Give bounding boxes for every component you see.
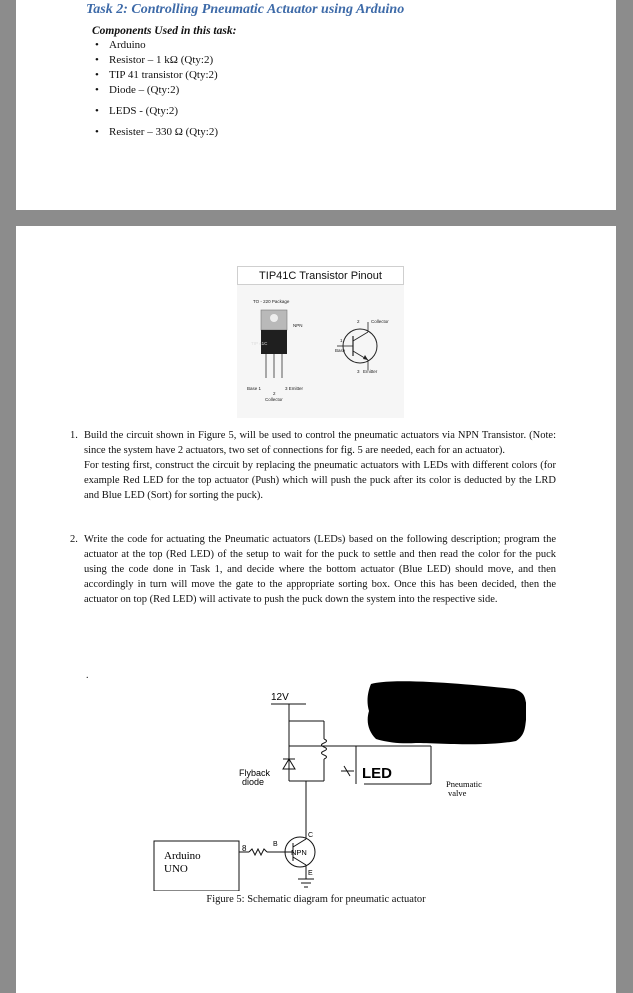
instruction-paragraph: For testing first, construct the circuit by replacing the pneumatic actuators with LEDs with different colors (for example Red LED for the top actuator (Push) which will push the puck after its color is deducted by the LRD and Blue LED (Sort) for sorting the puck). [84, 460, 556, 501]
base-1-label: Base 1 [247, 386, 262, 391]
instruction-1 [70, 428, 556, 503]
chip-marking: TIP 41C [251, 341, 268, 346]
pin3-number: 3 [357, 369, 360, 374]
stray-mark: . [86, 670, 89, 681]
flyback-label-1: Flyback [239, 768, 271, 778]
collector-pin-label: C [308, 832, 314, 839]
instruction-paragraph: Build the circuit shown in Figure 5, will be used to control the pneumatic actuators via NPN Transistor. (Note: since the system have 2 actuators, two set of connections for fig. 5 are needed, each for an actuator). [84, 430, 556, 456]
npn-label: NPN [293, 323, 303, 328]
component-item: • Resistor – 1 kΩ (Qty:2) [109, 54, 213, 66]
component-item: • Arduino [109, 39, 146, 51]
component-item: • Resister – 330 Ω (Qty:2) [109, 126, 218, 138]
component-item: • Diode – (Qty:2) [109, 84, 179, 96]
document-page-2 [16, 226, 616, 993]
npn-symbol-label: NPN [291, 848, 307, 857]
component-item: • LEDS - (Qty:2) [109, 105, 178, 117]
emitter-pin-label: E [308, 870, 313, 877]
task-title: Task 2: Controlling Pneumatic Actuator using Arduino [86, 2, 405, 17]
document-page-1 [16, 0, 616, 210]
redacted-region [368, 681, 526, 744]
emitter-3-label: 3 Emitter [285, 386, 304, 391]
collector-bottom-label: Collector [265, 397, 283, 402]
instruction-2 [70, 532, 556, 607]
arduino-label-2: UNO [164, 863, 188, 875]
pin1-number: 1 [340, 338, 343, 343]
pin2-number: 2 [357, 319, 360, 324]
supply-label: 12V [271, 692, 289, 703]
package-label: TO - 220 Package [253, 299, 290, 304]
transistor-pinout-figure [237, 266, 404, 418]
valve-label-1: Pneumatic [446, 779, 482, 789]
pinout-title: TIP41C Transistor Pinout [237, 266, 404, 285]
pin-label: 8 [242, 844, 247, 853]
instruction-paragraph: Write the code for actuating the Pneumatic actuators (LEDs) based on the following description; program the actuator at the top (Red LED) of the setup to wait for the puck to settle and then read the color for the puck using the code done in Task 1, and decide where the bottom actuator (Blue LED) should move, and then accordingly in turn will move the gate to the appropriate sorting box. Once this has been decided, then the actuator on top (Red LED) will activate to push the puck down the system into the respective side. [84, 534, 556, 605]
led-handwritten-label: LED [362, 765, 392, 782]
figure-caption: Figure 5: Schematic diagram for pneumatic actuator [206, 894, 426, 905]
emitter-label: Emitter [363, 369, 378, 374]
component-item: • TIP 41 transistor (Qty:2) [109, 69, 218, 81]
base-label: Base [335, 348, 346, 353]
arduino-label-1: Arduino [164, 850, 201, 862]
schematic-diagram [136, 681, 526, 891]
flyback-label-2: diode [242, 777, 265, 787]
instruction-number: 1. [70, 430, 78, 441]
pin2-bottom-number: 2 [273, 391, 276, 396]
collector-label: Collector [371, 319, 389, 324]
valve-label-2: valve [448, 788, 467, 798]
components-heading: Components Used in this task: [92, 25, 237, 37]
base-pin-label: B [273, 841, 278, 848]
instruction-number: 2. [70, 534, 78, 545]
